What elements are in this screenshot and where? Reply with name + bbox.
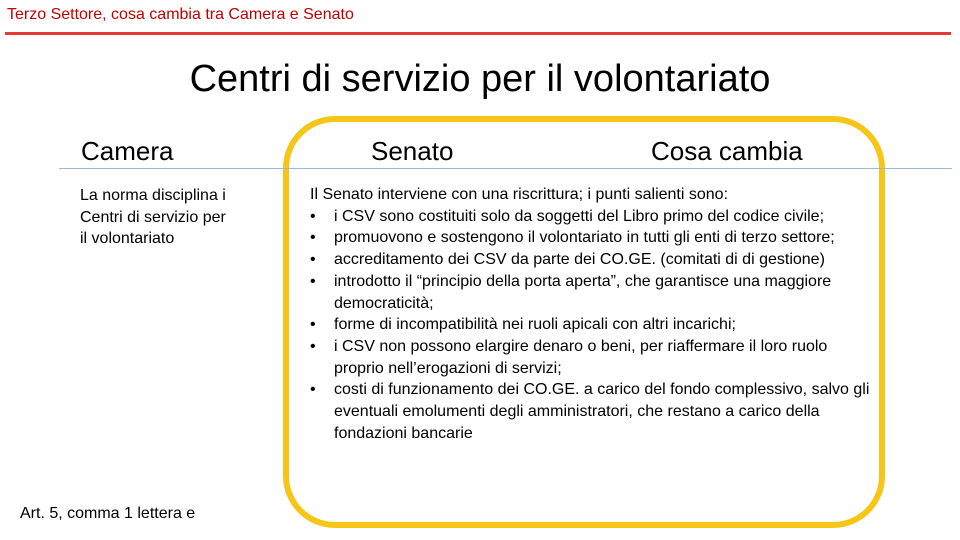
list-item-text: costi di funzionamento dei CO.GE. a carico del fondo complessivo, salvo gli eventuali emolumenti degli amministratori, che restano a carico della fondazioni bancarie [334, 381, 870, 442]
list-item [310, 206, 870, 228]
table-header-divider [59, 168, 952, 169]
list-item [310, 379, 870, 444]
senato-points-list [310, 206, 870, 445]
column-header-camera: Camera [81, 136, 174, 166]
bullet-icon: • [310, 207, 316, 225]
bullet-icon: • [310, 229, 316, 247]
bullet-icon: • [310, 337, 316, 355]
list-item-text: introdotto il “principio della porta aperta”, che garantisce una maggiore democraticità; [334, 272, 832, 312]
list-item-text: accreditamento dei CSV da parte dei CO.GE. (comitati di di gestione) [334, 251, 825, 269]
bullet-icon: • [310, 251, 316, 269]
slide-title: Centri di servizio per il volontariato [189, 58, 771, 100]
list-item [310, 336, 870, 379]
list-item-text: i CSV sono costituiti solo da soggetti del Libro primo del codice civile; [334, 207, 825, 225]
column-header-senato: Senato [371, 136, 454, 166]
list-item-text: promuovono e sostengono il volontariato in tutti gli enti di terzo settore; [334, 229, 835, 247]
header-divider [5, 32, 951, 35]
camera-description: La norma disciplina i Centri di servizio per il volontariato [80, 187, 226, 247]
senato-intro: Il Senato interviene con una riscrittura; i punti salienti sono: [310, 186, 729, 203]
list-item [310, 314, 870, 336]
senato-content [310, 184, 870, 444]
bullet-icon: • [310, 316, 316, 334]
camera-article-reference: Art. 5, comma 1 lettera e [20, 505, 196, 522]
list-item-text: forme di incompatibilità nei ruoli apicali con altri incarichi; [334, 316, 736, 334]
column-header-cosa-cambia: Cosa cambia [651, 136, 803, 166]
list-item [310, 249, 870, 271]
header-title: Terzo Settore, cosa cambia tra Camera e Senato [7, 6, 354, 23]
bullet-icon: • [310, 381, 316, 399]
bullet-icon: • [310, 272, 316, 290]
list-item [310, 227, 870, 249]
list-item-text: i CSV non possono elargire denaro o beni, per riaffermare il loro ruolo proprio nell’erogazioni di servizi; [334, 337, 828, 377]
list-item [310, 271, 870, 314]
